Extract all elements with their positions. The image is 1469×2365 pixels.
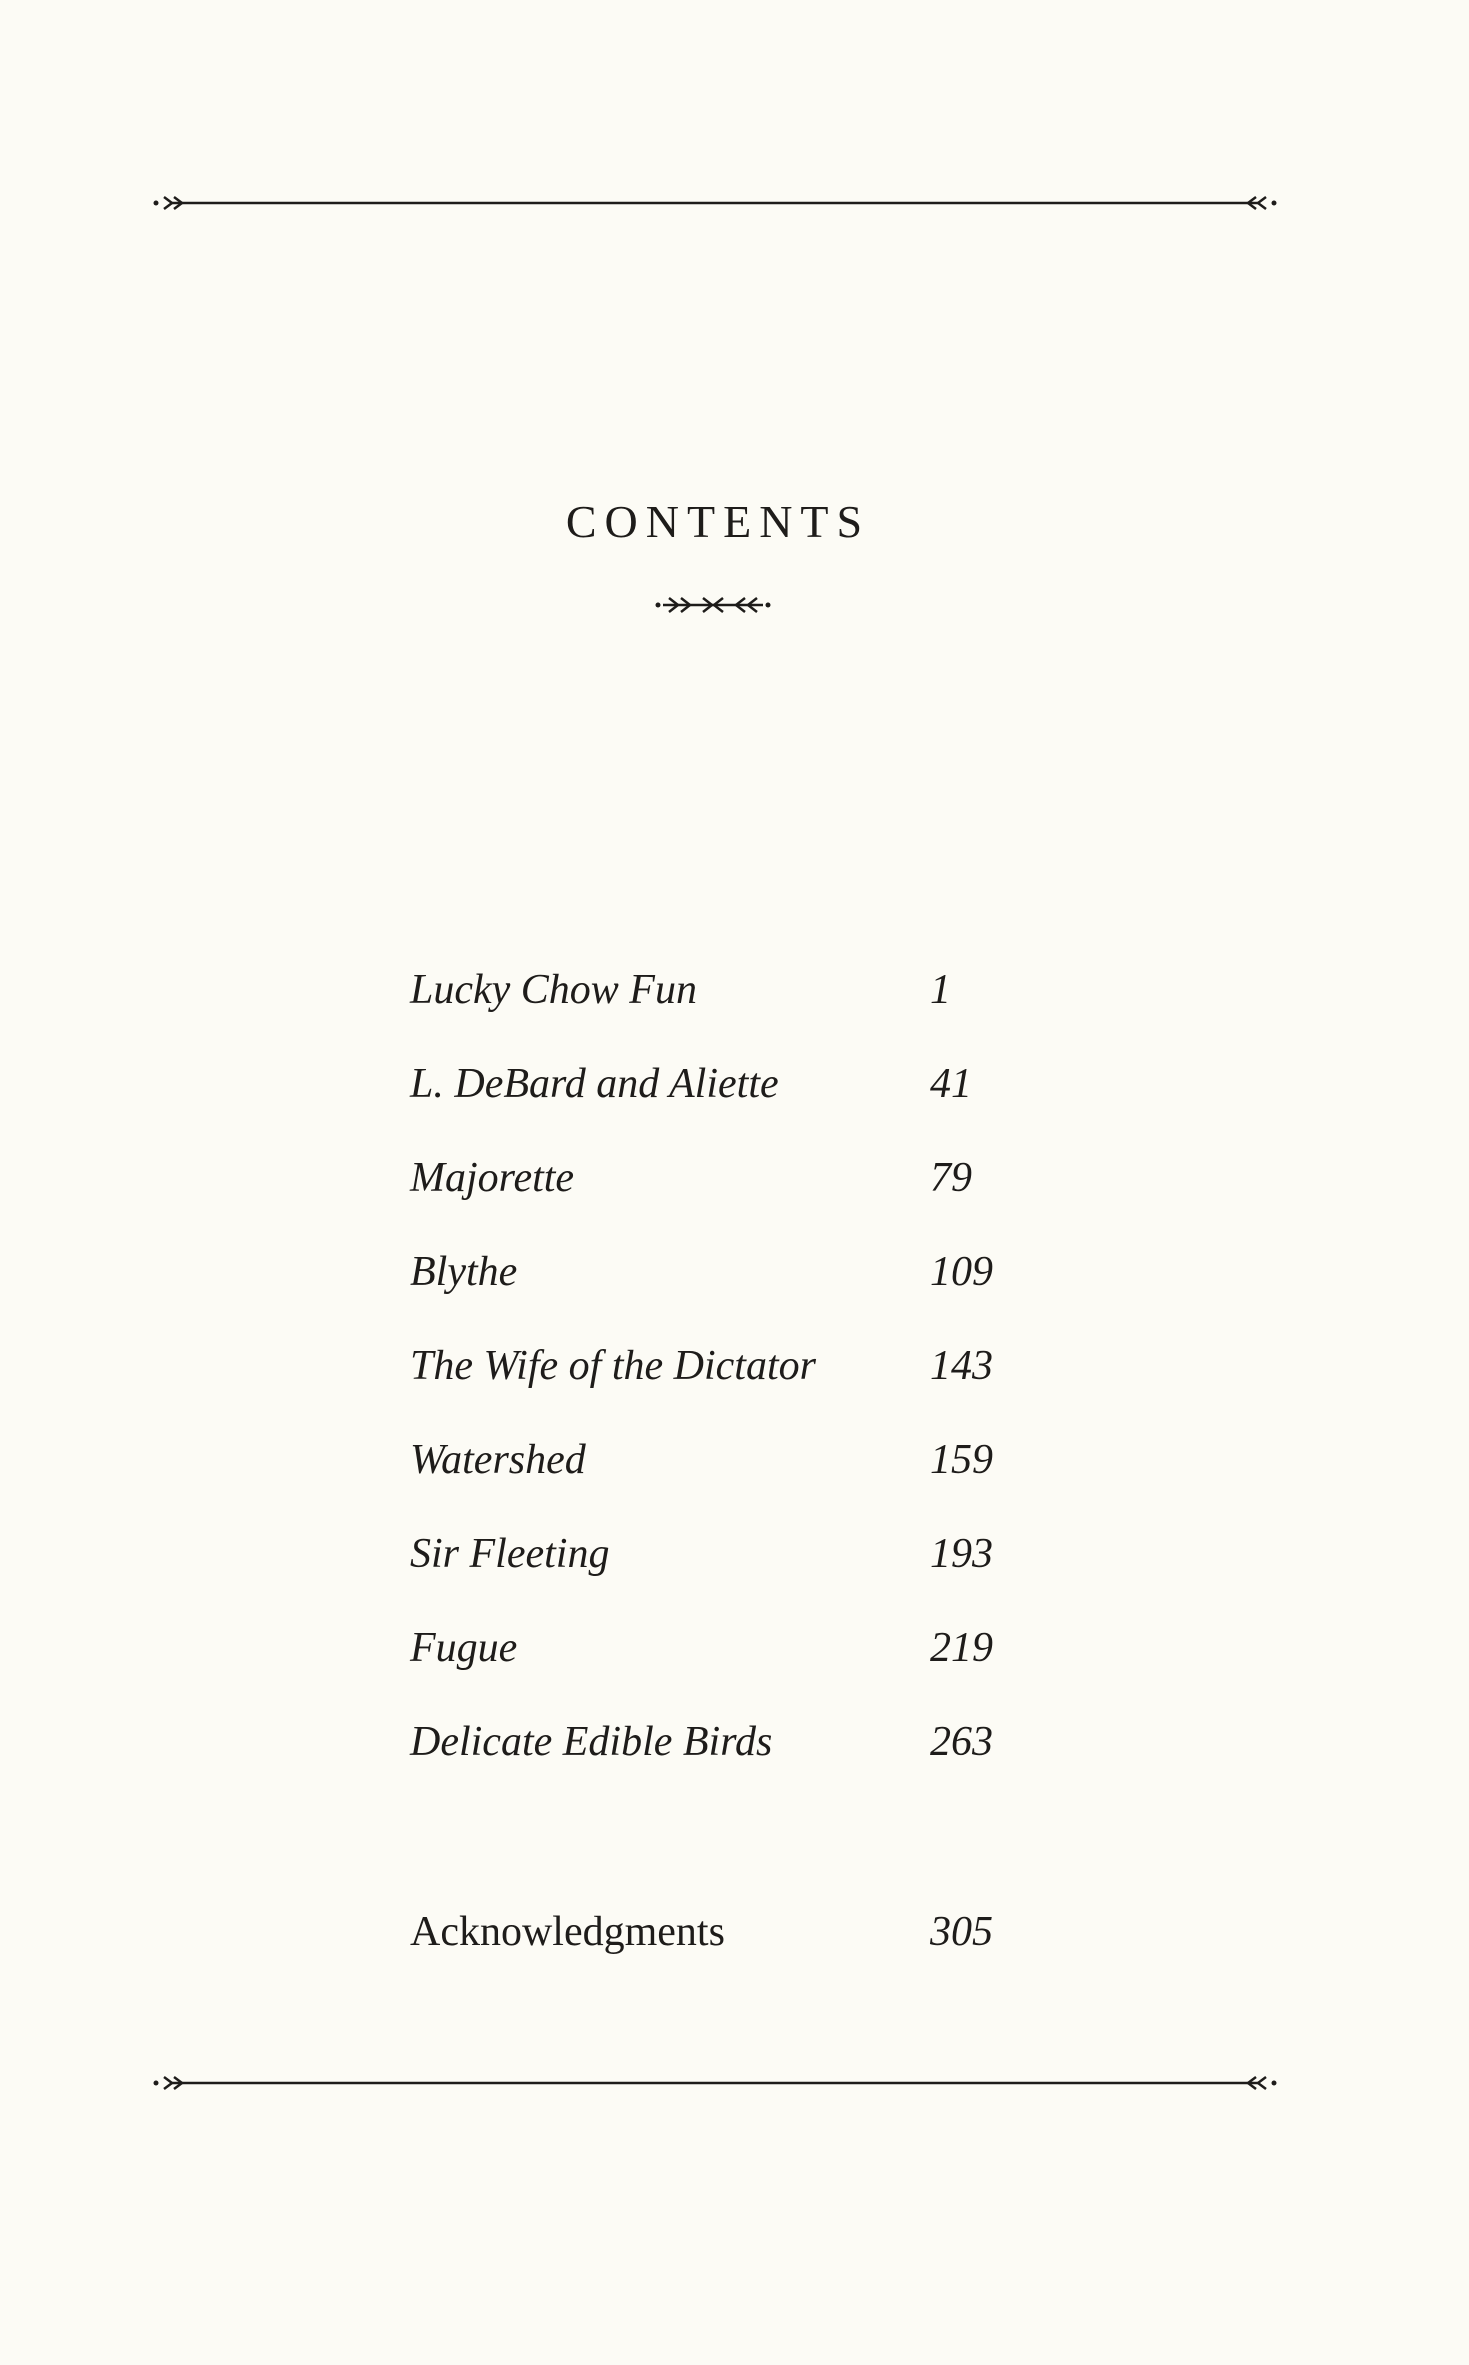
toc-entry-page: 143	[930, 1343, 993, 1389]
toc-entry[interactable]	[410, 1148, 1030, 1242]
toc-acknowledgments-entry[interactable]	[410, 1902, 1030, 1962]
toc-entry-title: Fugue	[410, 1625, 518, 1671]
toc-entry-page: 79	[930, 1155, 972, 1201]
toc-entry-title: Delicate Edible Birds	[410, 1719, 773, 1765]
bottom-ornamental-rule	[150, 2071, 1280, 2095]
toc-entry-page: 263	[930, 1719, 993, 1765]
toc-entry[interactable]	[410, 1712, 1030, 1806]
toc-entry-page: 109	[930, 1249, 993, 1295]
toc-entry-title: Lucky Chow Fun	[410, 967, 697, 1013]
toc-entry-page: 193	[930, 1531, 993, 1577]
toc-entry-title: Watershed	[410, 1437, 586, 1483]
toc-entry[interactable]	[410, 1618, 1030, 1712]
toc-entry-page: 1	[930, 967, 951, 1013]
toc-entry[interactable]	[410, 1242, 1030, 1336]
toc-entry[interactable]	[410, 1524, 1030, 1618]
heading-ornament-icon	[653, 590, 773, 620]
toc-entry[interactable]	[410, 960, 1030, 1054]
toc-entry-page: 219	[930, 1625, 993, 1671]
toc-entry-page: 159	[930, 1437, 993, 1483]
contents-heading: CONTENTS	[565, 496, 871, 547]
toc-entry-title: Sir Fleeting	[410, 1531, 610, 1577]
acknowledgments-page: 305	[930, 1909, 993, 1955]
toc-entry-title: The Wife of the Dictator	[410, 1343, 816, 1389]
toc-entry[interactable]	[410, 1430, 1030, 1524]
toc-entry-page: 41	[930, 1061, 972, 1107]
toc-entry[interactable]	[410, 1054, 1030, 1148]
toc-entry-title: Blythe	[410, 1249, 518, 1295]
toc-entry-title: L. DeBard and Aliette	[410, 1061, 779, 1107]
toc-entry[interactable]	[410, 1336, 1030, 1430]
toc-entry-title: Majorette	[410, 1155, 575, 1201]
table-of-contents	[410, 960, 1030, 1806]
acknowledgments-title: Acknowledgments	[410, 1909, 725, 1955]
top-ornamental-rule	[150, 191, 1280, 215]
